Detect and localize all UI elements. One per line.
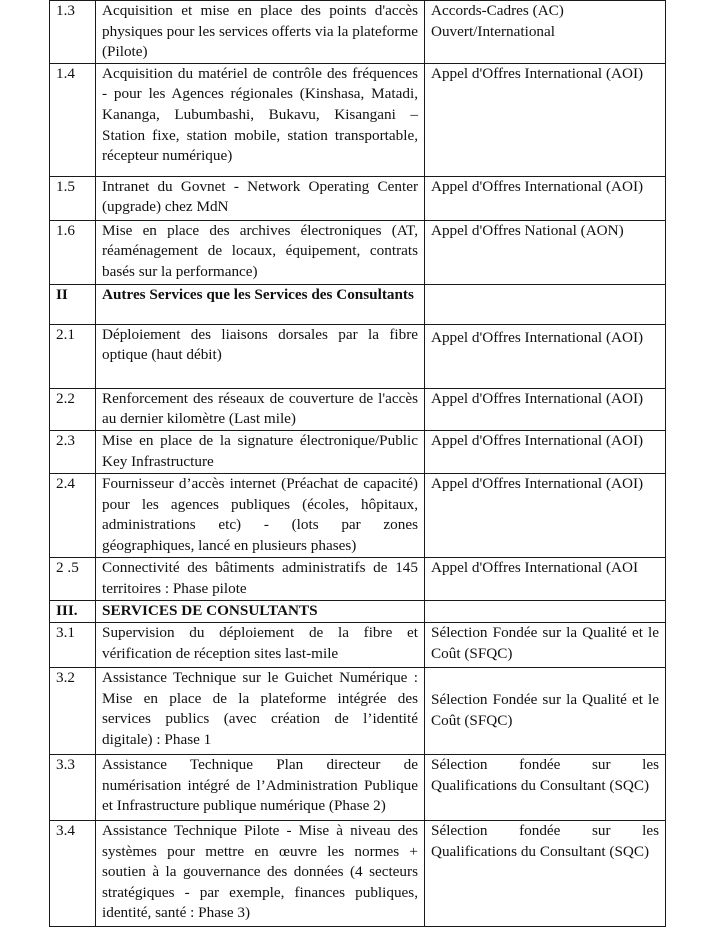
row-description: Mise en place de la signature électronique/Public Key Infrastructure [96,430,425,473]
row-procurement-method: Appel d'Offres International (AOI) [425,176,666,220]
table-row [50,473,666,557]
row-procurement-method: Appel d'Offres International (AOI [425,557,666,600]
row-number: 1.6 [50,220,96,284]
row-description: Déploiement des liaisons dorsales par la fibre optique (haut débit) [96,324,425,388]
table-row [50,220,666,284]
row-number: 3.2 [50,667,96,754]
row-procurement-method: Appel d'Offres International (AOI) [425,430,666,473]
row-number: 1.3 [50,1,96,64]
row-procurement-method: Sélection fondée sur les Qualifications du Consultant (SQC) [425,754,666,820]
table-row [50,557,666,600]
row-number: 2.4 [50,473,96,557]
table-row [50,820,666,926]
row-procurement-method: Appel d'Offres International (AOI) [425,324,666,388]
table-row [50,754,666,820]
row-procurement-method: Accords-Cadres (AC) Ouvert/International [425,1,666,64]
section-number: III. [50,600,96,622]
row-description: Fournisseur d’accès internet (Préachat de capacité) pour les agences publiques (écoles, hôpitaux, administrations etc) - (lots par zones géographiques, lancé en plusieurs phases) [96,473,425,557]
row-description: Acquisition du matériel de contrôle des fréquences - pour les Agences régionales (Kinshasa, Matadi, Kananga, Lubumbashi, Bukavu, Kisangani – Station fixe, station mobile, station transportable, récepteur numérique) [96,63,425,176]
section-title: SERVICES DE CONSULTANTS [96,600,425,622]
table-row [50,324,666,388]
row-description: Assistance Technique sur le Guichet Numérique : Mise en place de la plateforme intégrée des services publics (avec création de l’identité digitale) : Phase 1 [96,667,425,754]
row-number: 3.4 [50,820,96,926]
table-row [50,430,666,473]
row-description: Assistance Technique Plan directeur de numérisation intégré de l’Administration Publique et Infrastructure publique numérique (Phase 2) [96,754,425,820]
row-number: 3.1 [50,622,96,667]
row-description: Acquisition et mise en place des points d'accès physiques pour les services offerts via la plateforme (Pilote) [96,1,425,64]
row-number: 1.5 [50,176,96,220]
section-title: Autres Services que les Services des Consultants [96,284,425,324]
section-header-row [50,284,666,324]
row-description: Connectivité des bâtiments administratifs de 145 territoires : Phase pilote [96,557,425,600]
row-description: Assistance Technique Pilote - Mise à niveau des systèmes pour mettre en œuvre les normes + soutien à la gouvernance des données (4 secteurs stratégiques - par exemple, finances publiques, identité, santé : Phase 3) [96,820,425,926]
row-number: 2 .5 [50,557,96,600]
row-number: 3.3 [50,754,96,820]
section-number: II [50,284,96,324]
row-description: Intranet du Govnet - Network Operating Center (upgrade) chez MdN [96,176,425,220]
table-row [50,388,666,430]
row-procurement-method [425,600,666,622]
row-procurement-method: Sélection Fondée sur la Qualité et le Coût (SFQC) [425,667,666,754]
row-description: Supervision du déploiement de la fibre et vérification de réception sites last-mile [96,622,425,667]
row-procurement-method [425,284,666,324]
row-description: Renforcement des réseaux de couverture de l'accès au dernier kilomètre (Last mile) [96,388,425,430]
table-row [50,622,666,667]
row-number: 1.4 [50,63,96,176]
table-row [50,176,666,220]
table-row [50,63,666,176]
row-number: 2.2 [50,388,96,430]
table-row [50,667,666,754]
row-procurement-method: Sélection fondée sur les Qualifications du Consultant (SQC) [425,820,666,926]
row-procurement-method: Sélection Fondée sur la Qualité et le Coût (SFQC) [425,622,666,667]
section-header-row [50,600,666,622]
row-procurement-method: Appel d'Offres International (AOI) [425,388,666,430]
row-number: 2.1 [50,324,96,388]
procurement-table [49,0,666,927]
row-number: 2.3 [50,430,96,473]
row-procurement-method: Appel d'Offres International (AOI) [425,63,666,176]
row-procurement-method: Appel d'Offres International (AOI) [425,473,666,557]
row-description: Mise en place des archives électroniques (AT, réaménagement de locaux, équipement, contrats basés sur la performance) [96,220,425,284]
row-procurement-method: Appel d'Offres National (AON) [425,220,666,284]
table-row [50,1,666,64]
